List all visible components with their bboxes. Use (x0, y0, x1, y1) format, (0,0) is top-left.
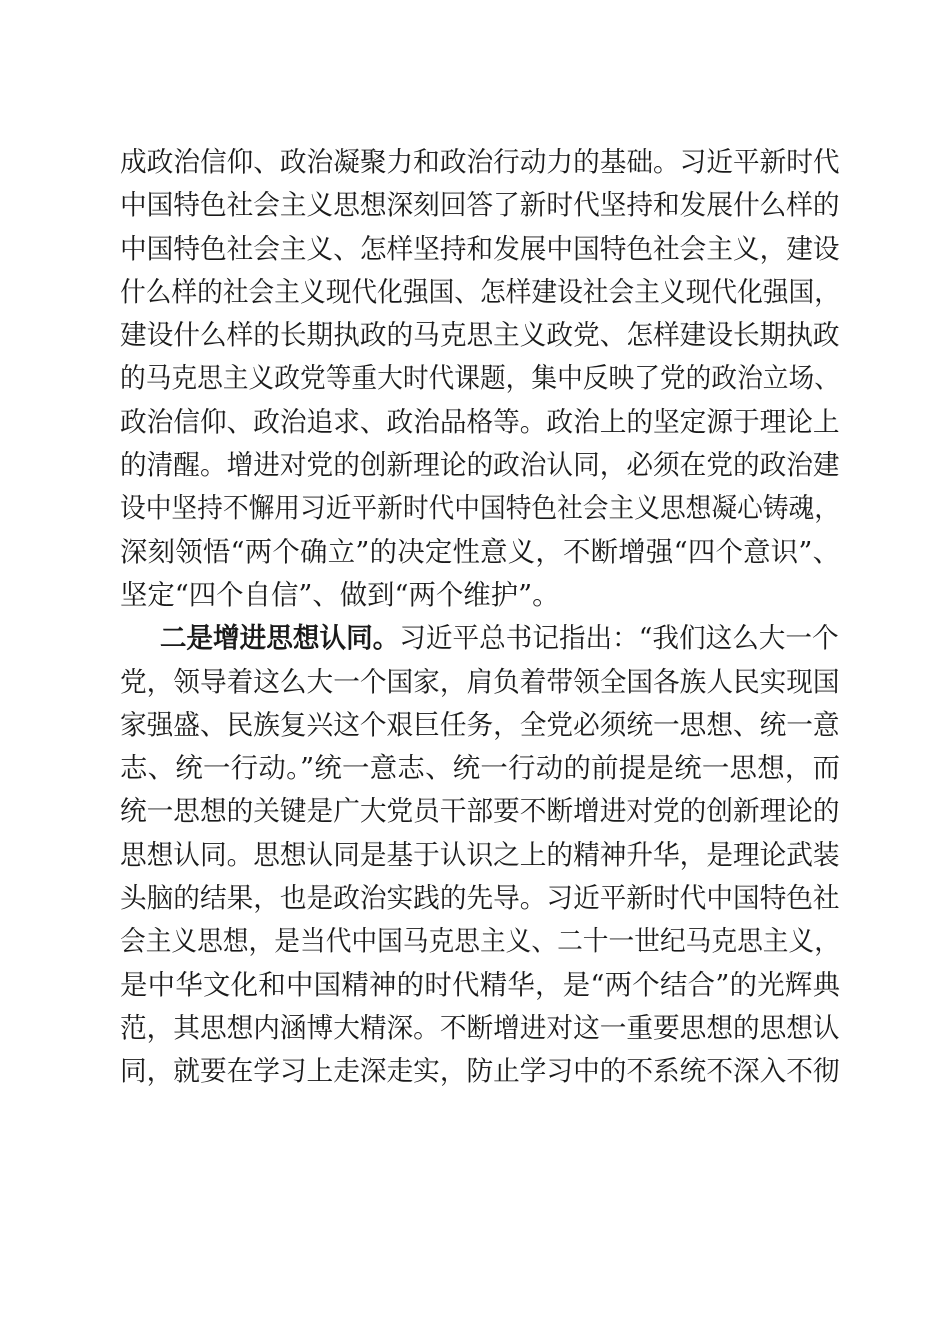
text-line: 是中华文化和中国精神的时代精华，是“两个结合”的光辉典 (120, 969, 840, 1001)
document-body (120, 141, 840, 1094)
text-line: 思想认同。思想认同是基于认识之上的精神升华，是理论武装 (120, 839, 840, 871)
text-line: 志、统一行动。”统一意志、统一行动的前提是统一思想，而 (120, 753, 840, 785)
text-line: 中国特色社会主义、怎样坚持和发展中国特色社会主义，建设 (120, 233, 840, 265)
text-line: 的马克思主义政党等重大时代课题，集中反映了党的政治立场、 (120, 363, 840, 395)
text-line: 统一思想的关键是广大党员干部要不断增进对党的创新理论的 (120, 796, 840, 828)
text-line: 设中坚持不懈用习近平新时代中国特色社会主义思想凝心铸魂， (120, 493, 840, 525)
text-line: 坚定“四个自信”、做到“两个维护”。 (120, 579, 560, 611)
paragraph-ideological-identity (120, 617, 840, 1093)
text-line: 中国特色社会主义思想深刻回答了新时代坚持和发展什么样的 (120, 190, 840, 222)
text-line: 会主义思想，是当代中国马克思主义、二十一世纪马克思主义， (120, 926, 840, 958)
text-line: 政治信仰、政治追求、政治品格等。政治上的坚定源于理论上 (120, 406, 840, 438)
text-line: 成政治信仰、政治凝聚力和政治行动力的基础。习近平新时代 (120, 147, 840, 178)
text-line: 深刻领悟“两个确立”的决定性意义，不断增强“四个意识”、 (120, 536, 840, 568)
section-heading: 二是增进思想认同。 (159, 622, 400, 655)
text-line: 建设什么样的长期执政的马克思主义政党、怎样建设长期执政 (120, 320, 840, 352)
text-line-first (120, 617, 879, 660)
text-line: 党，领导着这么大一个国家，肩负着带领全国各族人民实现国 (120, 666, 840, 698)
text-line: 同，就要在学习上走深走实，防止学习中的不系统不深入不彻 (120, 1056, 840, 1088)
text-line: 家强盛、民族复兴这个艰巨任务，全党必须统一思想、统一意 (120, 709, 840, 741)
paragraph-political-identity (120, 141, 840, 617)
text-line: 什么样的社会主义现代化强国、怎样建设社会主义现代化强国， (120, 276, 840, 308)
text-line: 的清醒。增进对党的创新理论的政治认同，必须在党的政治建 (120, 450, 840, 482)
text-line: 范，其思想内涵博大精深。不断增进对这一重要思想的思想认 (120, 1012, 840, 1044)
text-line: 头脑的结果，也是政治实践的先导。习近平新时代中国特色社 (120, 883, 840, 915)
heading-line-rest: 习近平总书记指出：“我们这么大一个 (399, 623, 839, 655)
